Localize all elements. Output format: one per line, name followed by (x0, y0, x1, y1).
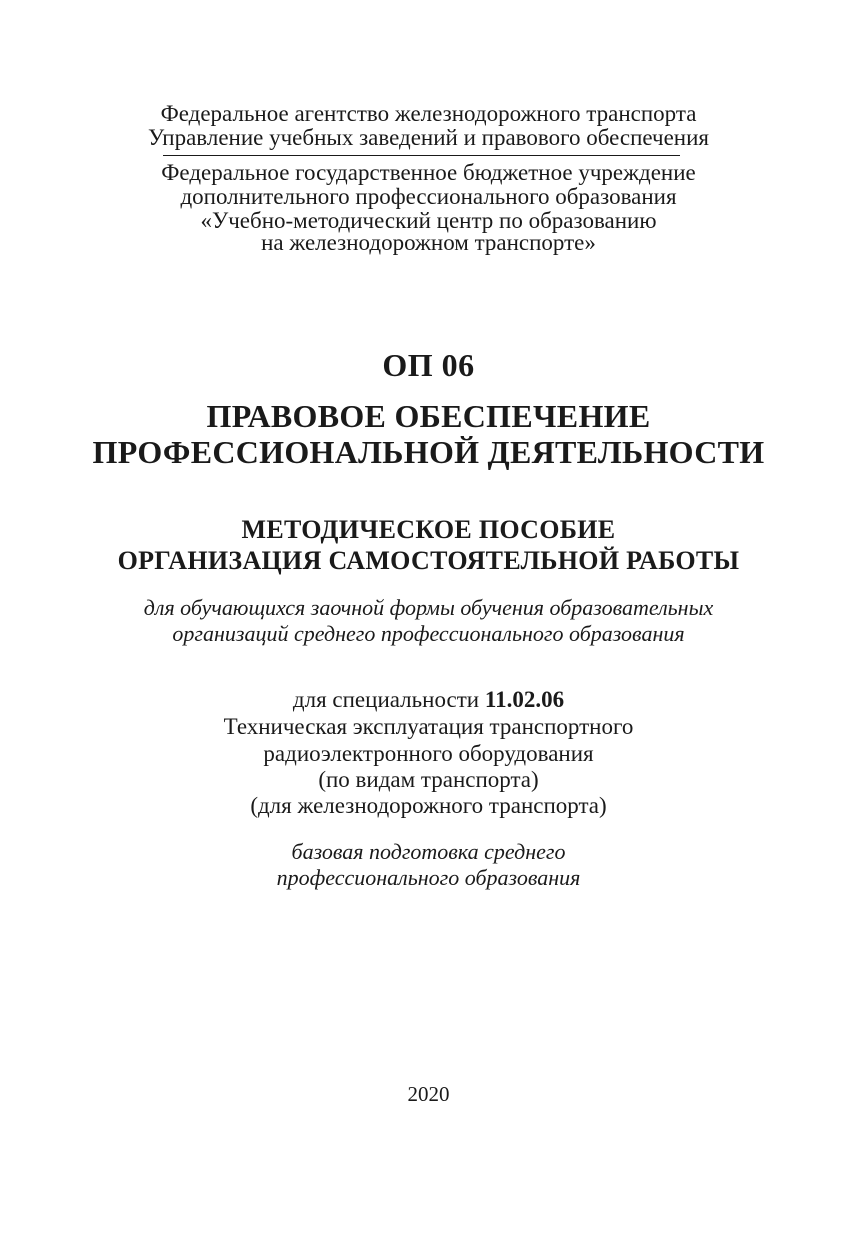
specialty-name-line-1: Техническая эксплуатация транспортного (223, 714, 634, 739)
course-code: ОП 06 (382, 347, 475, 383)
department-name: Управление учебных заведений и правового обеспечения (148, 125, 709, 150)
publication-year: 2020 (407, 1082, 450, 1106)
specialty-name-line-2: радиоэлектронного оборудования (263, 741, 594, 766)
institution-line-3: «Учебно-методический центр по образованию (200, 208, 657, 233)
specialty-name-line-4: (для железнодорожного транспорта) (250, 793, 607, 818)
institution-line-4: на железнодорожном транспорте» (261, 230, 596, 255)
course-title-line-2: ПРОФЕССИОНАЛЬНОЙ ДЕЯТЕЛЬНОСТИ (92, 434, 765, 470)
specialty-number: 11.02.06 (484, 687, 565, 712)
header-divider (163, 155, 680, 156)
course-title-line-1: ПРАВОВОЕ ОБЕСПЕЧЕНИЕ (206, 398, 651, 434)
document-type-line-2: ОРГАНИЗАЦИЯ САМОСТОЯТЕЛЬНОЙ РАБОТЫ (117, 546, 740, 575)
specialty-line (0, 687, 857, 713)
level-line-1: базовая подготовка среднего (291, 839, 566, 864)
specialty-prefix: для специальности (292, 687, 485, 712)
institution-line-1: Федеральное государственное бюджетное учреждение (161, 160, 696, 185)
institution-line-2: дополнительного профессионального образования (180, 184, 677, 209)
level-line-2: профессионального образования (276, 865, 581, 890)
agency-name: Федеральное агентство железнодорожного транспорта (160, 101, 697, 126)
document-type-line-1: МЕТОДИЧЕСКОЕ ПОСОБИЕ (241, 515, 616, 544)
audience-line-2: организаций среднего профессионального образования (172, 621, 685, 646)
specialty-name-line-3: (по видам транспорта) (318, 767, 539, 792)
audience-line-1: для обучающихся заочной формы обучения образовательных (143, 595, 714, 620)
